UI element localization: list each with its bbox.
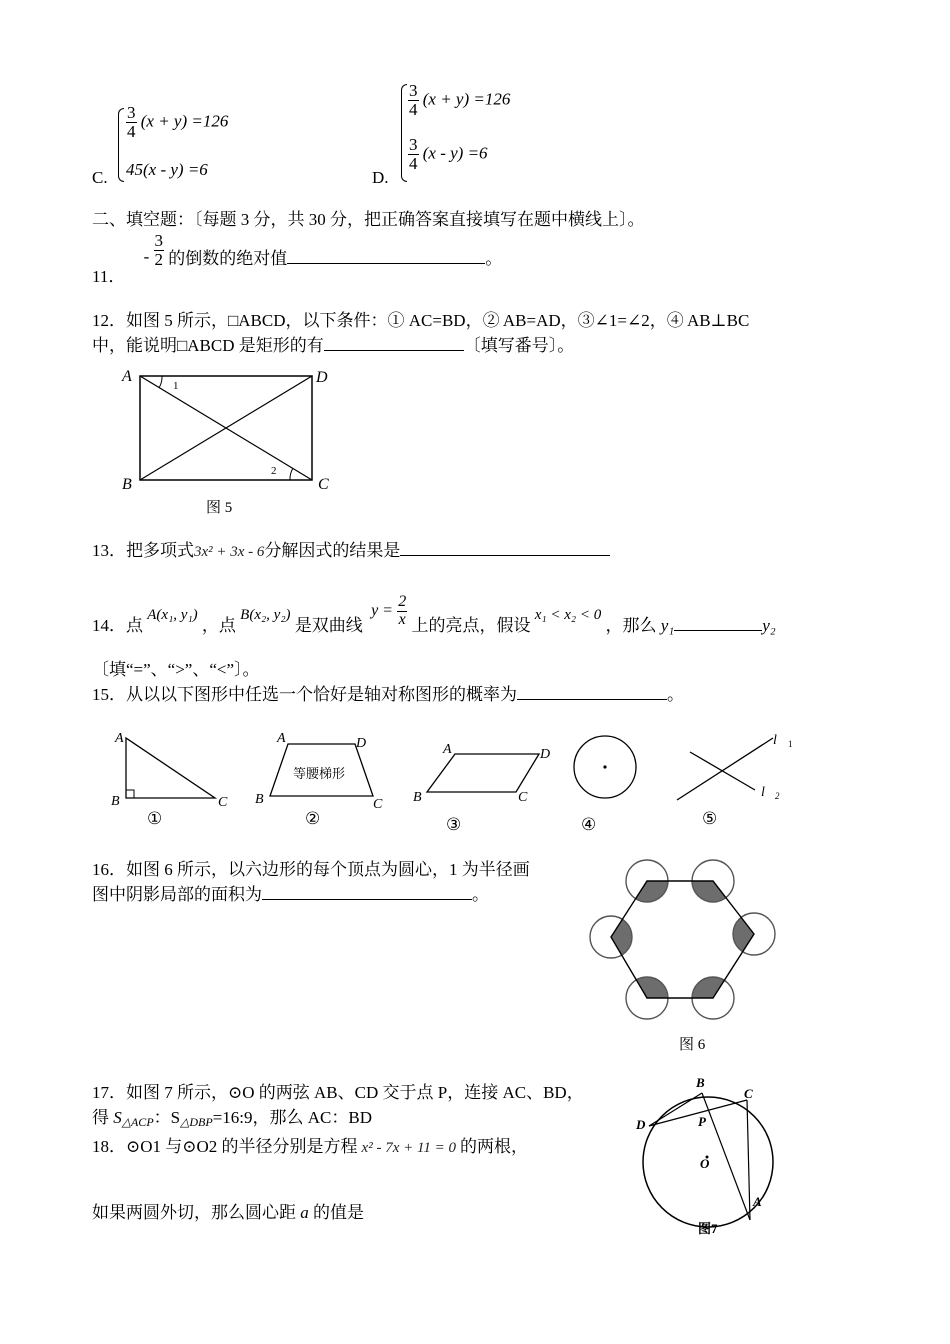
segment-ac — [747, 1100, 750, 1220]
parallelogram — [413, 742, 550, 834]
answer-blank-14[interactable] — [674, 614, 762, 631]
svg-text:B: B — [255, 792, 264, 807]
brace-d — [401, 84, 407, 182]
question-11: 11． - $\frac{3}{2}$ 的倒数的绝对值 。 — [92, 231, 503, 287]
figure-7 — [630, 1068, 800, 1248]
svg-text:A: A — [753, 1194, 762, 1209]
figure-5 — [118, 362, 338, 522]
intersecting-lines — [677, 733, 793, 828]
svg-text:D: D — [356, 736, 367, 751]
answer-blank-12[interactable] — [324, 334, 464, 351]
answer-blank-16[interactable] — [262, 883, 472, 900]
svg-text:2: 2 — [775, 791, 780, 801]
label-angle-1: 1 — [173, 380, 179, 392]
angle-2-arc — [290, 468, 293, 480]
question-12-line1: 12．如图 5 所示，□ABCD，以下条件：① AC=BD，② AB=AD，③∠1=∠2，④ AB⊥BC — [92, 311, 750, 330]
svg-text:l: l — [773, 733, 777, 748]
question-16-line2: 图中阴影局部的面积为 。 — [92, 885, 489, 904]
isosceles-trapezoid — [255, 731, 383, 828]
svg-text:C: C — [218, 795, 228, 810]
svg-text:l: l — [761, 785, 765, 800]
svg-text:A: A — [443, 742, 452, 757]
answer-blank-11[interactable] — [287, 247, 485, 264]
question-14-line2: 〔填“=”、“>”、“<”〕。 — [92, 660, 260, 679]
figure-6-caption: 图 6 — [679, 1037, 706, 1053]
question-17-line1: 17．如图 7 所示，⊙O 的两弦 AB、CD 交于点 P，连接 AC、BD， — [92, 1083, 584, 1102]
svg-text:等腰梯形: 等腰梯形 — [293, 766, 346, 781]
segment-bd — [649, 1093, 702, 1126]
svg-text:④: ④ — [581, 815, 597, 834]
svg-text:⑤: ⑤ — [702, 809, 718, 828]
question-18-line2: 如果两圆外切，那么圆心距 a 的值是 — [92, 1203, 364, 1222]
option-c-eq2: 45(x - y) =6 — [126, 160, 208, 179]
svg-text:A: A — [115, 731, 124, 746]
circle — [574, 736, 636, 834]
label-a: A — [122, 368, 132, 385]
brace-c — [118, 108, 124, 182]
option-c-label: C. — [92, 168, 108, 187]
svg-text:②: ② — [305, 809, 321, 828]
label-c: C — [318, 476, 329, 493]
question-14: 14．点 A(x₁, y₁) ，点 B(x₂, y₂) 是双曲线 y = $\frac{2}{x}$ 上的亮点，假设 x₁ < x₂ < 0 ，那么 y₁ y₂ — [92, 593, 776, 636]
svg-text:B: B — [413, 790, 422, 805]
question-16-line1: 16．如图 6 所示，以六边形的每个顶点为圆心，1 为半径画 — [92, 860, 530, 879]
question-18: 18．⊙O1 与⊙O2 的半径分别是方程 x² - 7x + 11 = 0 的两根， — [92, 1137, 528, 1156]
label-b: B — [122, 476, 132, 493]
answer-blank-13[interactable] — [400, 539, 610, 556]
shapes-figure — [105, 722, 865, 840]
question-12-line2: 中，能说明□ABCD 是矩形的有 〔填写番号〕。 — [92, 336, 575, 355]
svg-text:D: D — [636, 1117, 646, 1132]
figure-7-caption: 图7 — [698, 1221, 718, 1236]
svg-text:B: B — [696, 1075, 705, 1090]
angle-1-arc — [159, 376, 162, 388]
label-angle-2: 2 — [271, 465, 277, 477]
svg-text:P: P — [698, 1114, 706, 1129]
question-15: 15．从以以下图形中任选一个恰好是轴对称图形的概率为 。 — [92, 685, 684, 704]
svg-text:①: ① — [147, 809, 163, 828]
svg-text:1: 1 — [788, 739, 793, 749]
answer-blank-15[interactable] — [517, 683, 667, 700]
svg-text:C: C — [744, 1086, 753, 1101]
figure-6 — [585, 852, 785, 1062]
question-17-line2: 得 S△ACP：S△DBP=16:9，那么 AC：BD — [92, 1108, 372, 1129]
svg-text:C: C — [518, 790, 528, 805]
label-d: D — [316, 369, 328, 386]
svg-text:A: A — [277, 731, 286, 746]
figure-5-caption: 图 5 — [206, 500, 233, 516]
svg-text:D: D — [540, 747, 551, 762]
option-c-eq1: $\frac{3}{4}$ (x + y) =126 — [127, 103, 229, 141]
option-d-label: D. — [372, 168, 389, 187]
option-d-eq2: $\frac{3}{4}$ (x - y) =6 — [409, 135, 488, 173]
right-triangle — [111, 731, 228, 828]
svg-text:B: B — [111, 794, 120, 809]
svg-text:C: C — [373, 797, 383, 812]
svg-text:③: ③ — [446, 815, 462, 834]
svg-text:O: O — [700, 1156, 710, 1171]
option-d-eq1: $\frac{3}{4}$ (x + y) =126 — [409, 81, 511, 119]
section-heading: 二、填空题：〔每题 3 分，共 30 分，把正确答案直接填写在题中横线上〕。 — [92, 210, 645, 229]
question-13: 13．把多项式3x² + 3x - 6分解因式的结果是 — [92, 536, 610, 561]
